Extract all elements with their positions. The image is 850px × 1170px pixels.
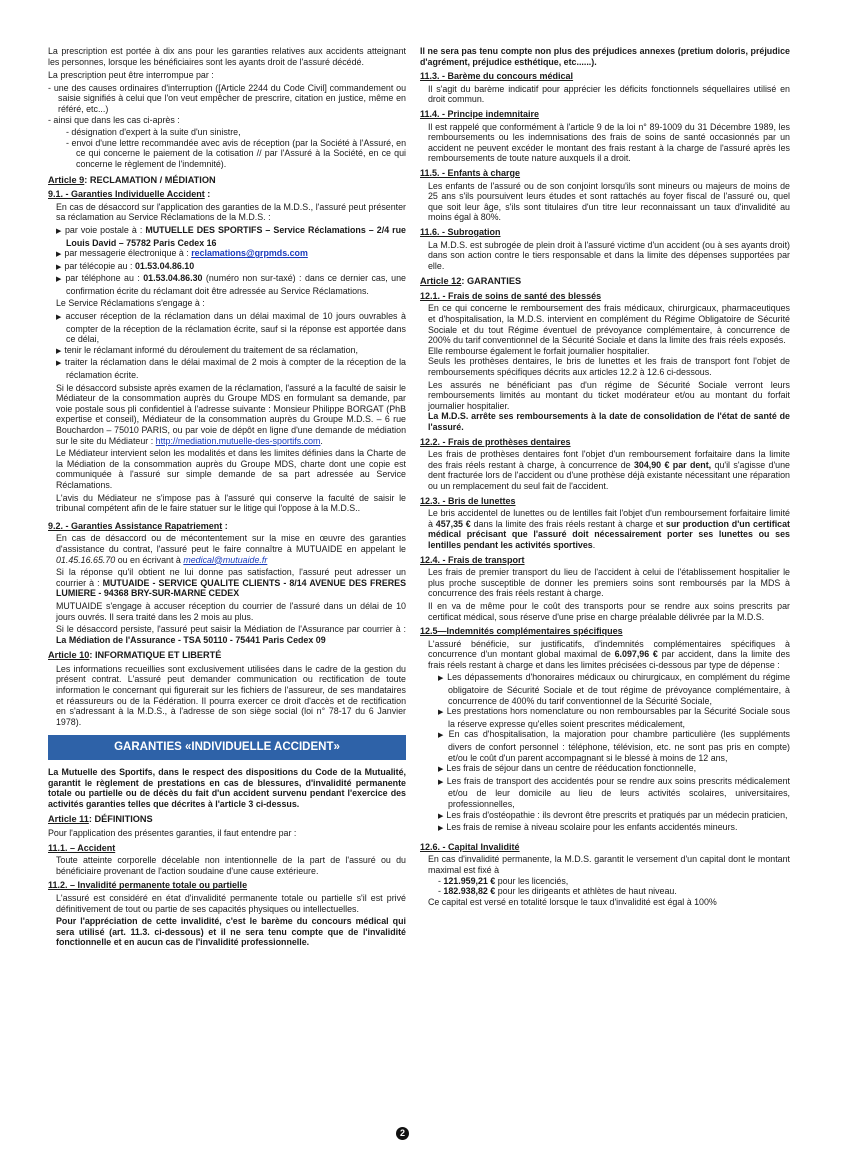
section-9-2-heading: 9.2. - Garanties Assistance Rapatriement : (48, 520, 228, 531)
article-11-paragraph: Pour l'application des présentes garanties, il faut entendre par : (48, 828, 297, 838)
mutuaide-engagement-paragraph: MUTUAIDE s'engage à accuser réception du courrier de l'assuré dans un délai de 10 jours ouvrés. Il sera traité dans les 2 mois au plus. (56, 600, 406, 622)
section-11-2-paragraph: L'assuré est considéré en état d'invalidité permanente totale ou partielle s'il est privé définitivement de tout ou partie de ses capacités physiques ou intellectuelles. (56, 892, 406, 914)
article-12-heading: Article 12: GARANTIES (420, 276, 522, 287)
section-11-5-heading: 11.5. - Enfants à charge (420, 167, 521, 178)
section-12-6-paragraph: Ce capital est versé en totalité lorsque le taux d'invalidité est égal à 100% (428, 896, 717, 907)
section-11-3-paragraph: Il s'agit du barème indicatif pour apprécier les déficits fonctionnels séquellaires utilisé en droit commun. (428, 83, 790, 105)
left-column (48, 46, 406, 950)
article-10-paragraph: Les informations recueillies sont exclusivement utilisées dans le cadre de la gestion du présent contrat. L'assuré peut demander communication ou rectification de toute information le concernant qui figurerait sur les fichiers de l'assureur, de ses mandataires et réassureurs ou de la Fédération. Il pourra exercer ce droit d'accès et de rectification en s'adressant à la M.D.S., à l'adresse de son siège social (loi n° 78-17 du 6 Janvier 1978). (56, 663, 406, 727)
section-11-1-paragraph: Toute atteinte corporelle décelable non intentionnelle de la part de l'assuré ou du bénéficiaire provenant de l'action soudaine d'une cause extérieure. (56, 855, 406, 876)
section-12-1-paragraph: Seuls les prothèses dentaires, le bris de lunettes et les frais de transport font l'objet de remboursements spécifiques décrits aux articles 12.2 à 12.6 ci-dessous. (428, 356, 790, 378)
section-12-5-paragraph: L'assuré bénéficie, sur justificatifs, d'indemnités complémentaires spécifiques à concurrence d'un montant global maximal de 6.097,96 € par accident, dans la limite des frais réels restant à charge et dans les limites précisées ci-dessous par type de dépense : (428, 638, 790, 670)
indemnites-list (438, 672, 790, 834)
list-item: ▶ Les dépassements d'honoraires médicaux ou chirurgicaux, en complément du régime obligatoire de Sécurité Sociale et de tout régime de prévoyance complémentaire, à concurrence de 400% du tarif conventionnel de la Sécurité Sociale, (438, 672, 790, 706)
section-12-6-paragraph: En cas d'invalidité permanente, la M.D.S. garantit le versement d'un capital dont le montant maximal est fixé à (428, 854, 790, 875)
list-item: - ainsi que dans les cas ci-après : (48, 115, 406, 126)
section-12-1-bold-paragraph: La M.D.S. arrête ses remboursements à la date de consolidation de l'état de santé de l'assuré. (428, 411, 790, 432)
intro-bold-paragraph: La Mutuelle des Sportifs, dans le respect des dispositions du Code de la Mutualité, garantit le règlement de prestations en cas de blessures, d'invalidité permanente totale ou partielle ou de décès du fait d'un accident survenu pendant l'exercice des activités garanties telles que décrites à l'article 3 ci-dessus. (48, 767, 406, 809)
section-12-2-paragraph: Les frais de prothèses dentaires font l'objet d'un remboursement forfaitaire dans la limite des frais réels restant à charge, à concurrence de 304,90 € par dent, qu'il s'agisse d'une dent fracturée lors de l'accident ou d'une prothèse déjà existante nécessitant une réparation ou un remplacement du seul fait de l'accident. (428, 449, 790, 491)
section-12-3-paragraph: Le bris accidentel de lunettes ou de lentilles fait l'objet d'un remboursement forfaitaire limité à 457,35 € dans la limite des frais réels restant à charge et sur production d'un certificat médical précisant que l'assuré doit nécessairement porter ses lunettes ou ses lentilles pendant les activités sportives. (428, 508, 791, 550)
section-11-4-paragraph: Il est rappelé que conformément à l'article 9 de la loi n° 89-1009 du 31 Décembre 1989, les remboursements ou les indemnisations des frais de soins de santé occasionnés par un accident ne peuvent excéder le montant des frais restant à la charge de l'assuré après les remboursements de toute nature auxquels il a droit. (428, 121, 790, 164)
list-item: ▶ Les frais de transport des accidentés pour se rendre aux soins prescrits médicalement et/ou de leur domicile au lieu de leurs activités scolaires, universitaires, professionnelles, (438, 776, 790, 810)
article-10-heading: Article 10: INFORMATIQUE ET LIBERTÉ (48, 650, 222, 661)
assistance-disagreement-paragraph: En cas de désaccord ou de mécontentement sur la mise en œuvre des garanties d'assistance du contrat, l'assuré peut le faire connaître à MUTUAIDE en appelant le 01.45.16.65.70 ou en écrivant à medical@mutuaide.fr (56, 533, 406, 565)
service-engagement-intro: Le Service Réclamations s'engage à : (56, 298, 205, 309)
right-column (420, 46, 790, 909)
section-11-1-heading: 11.1. – Accident (48, 842, 116, 853)
section-12-4-paragraph: Les frais de premier transport du lieu de l'accident à celui de l'établissement hospitalier le plus proche susceptible de donner les premiers soins sont remboursés par la MDS à concurrence des frais réels restant à charge. (428, 567, 790, 599)
section-12-1-paragraph: Elle rembourse également le forfait journalier hospitalier. (428, 345, 650, 356)
article-11-heading: Article 11: DÉFINITIONS (48, 814, 153, 825)
list-item: ▶ Les frais d'ostéopathie : ils devront être prescrits et pratiqués par un médecin praticien, (438, 810, 790, 823)
section-9-1-heading: 9.1. - Garanties Individuelle Accident : (48, 189, 211, 200)
list-item: ▶ Les frais de remise à niveau scolaire pour les enfants accidentés mineurs. (438, 822, 790, 835)
section-12-1-paragraph: Les assurés ne bénéficiant pas d'un régime de Sécurité Sociale verront leurs remboursements limités au montant du ticket modérateur et/ou au montant du forfait journalier hospitalier. (428, 379, 790, 411)
list-item: ▶ tenir le réclamant informé du déroulement du traitement de sa réclamation, (56, 345, 406, 358)
list-item: ▶ traiter la réclamation dans le délai maximal de 2 mois à compter de la réception de la réclamation écrite. (56, 357, 406, 380)
section-11-5-paragraph: Les enfants de l'assuré ou de son conjoint lorsqu'ils sont mineurs ou majeurs de moins de 25 ans s'ils poursuivent leurs études et sont rattachés au foyer fiscal de l'assuré ou, quel que soit leur âge, s'ils sont titulaires d'un titre leur reconnaissant un taux d'invalidité au moins égal à 80%. (428, 180, 790, 223)
section-9-1-intro: En cas de désaccord sur l'application des garanties de la M.D.S., l'assuré peut présenter sa réclamation au Service Réclamations de la M.D.S. : (56, 201, 406, 223)
interrupt-sublist (66, 127, 406, 169)
assurance-mediation-paragraph: Si le désaccord persiste, l'assuré peut saisir la Médiation de l'Assurance par courrier à : La Médiation de l'Assurance - TSA 50110 - 75441 Paris Cedex 09 (56, 624, 406, 645)
list-item: ▶ Les prestations hors nomenclature ou non remboursables par la Sécurité Sociale sous la réserve expresse qu'elles soient prescrites médicalement, (438, 706, 790, 729)
garanties-banner: GARANTIES «INDIVIDUELLE ACCIDENT» (48, 735, 406, 760)
reclamation-email-link[interactable]: reclamations@grpmds.com (191, 248, 308, 259)
section-12-6-heading: 12.6. - Capital Invalidité (420, 841, 520, 852)
mutuaide-address-paragraph: Si la réponse qu'il obtient ne lui donne pas satisfaction, l'assuré peut adresser un courrier à : MUTUAIDE - SERVICE QUALITE CLIENTS - 8/14 AVENUE DES FRERES LUMIERE - 94368 BRY-SUR-MARNE CEDEX (56, 567, 406, 599)
list-item: ▶ par voie postale à : MUTUELLE DES SPORTIFS – Service Réclamations – 2/4 rue Louis David – 75782 Paris Cedex 16 (56, 225, 406, 248)
list-item: - une des causes ordinaires d'interruption ([Article 2244 du Code Civil] commandement ou saisie signifiés à celui que l'on veut empêcher de prescrire, citation en justice, même en référé, etc...) (48, 83, 406, 115)
section-11-6-heading: 11.6. - Subrogation (420, 226, 501, 237)
list-item: ▶ En cas d'hospitalisation, la majoration pour chambre particulière (les suppléments divers de confort personnel : téléphone, télévision, etc. ne sont pas pris en compte) et/ou le coût d'un parent accompagnant si le blessé à moins de 12 ans, (438, 729, 790, 763)
interrupt-list (48, 83, 406, 125)
list-item: - envoi d'une lettre recommandée avec avis de réception (par la Société à l'Assuré, en ce qui concerne le paiement de la cotisation // par l'Assuré à la Société, en ce qui concerne le règlement de l'indemnité). (66, 138, 406, 170)
section-12-2-heading: 12.2. - Frais de prothèses dentaires (420, 436, 571, 447)
list-item: ▶ par téléphone au : 01.53.04.86.30 (numéro non sur-taxé) : dans ce dernier cas, une confirmation écrite du réclamant doit être adressée au Service Réclamations. (56, 273, 406, 296)
mediator-paragraph: Si le désaccord subsiste après examen de la réclamation, l'assuré a la faculté de saisir le Médiateur de la consommation auprès du Groupe MDS en formulant sa demande, par voie postale sous pli confidentiel à l'adresse suivante : Monsieur Philippe BORGAT (PhB expertise et conseil), Médiateur de la consommation auprès du Groupe M.D.S. – 6 rue Bouchardon – 75010 PARIS, ou par voie de dépôt en ligne d'une demande de médiation sur le site du Médiateur : http://mediation.mutuelle-des-sportifs.com. (56, 382, 406, 446)
page-number: 2 (396, 1127, 409, 1140)
prejudices-paragraph: Il ne sera pas tenu compte non plus des préjudices annexes (pretium doloris, préjudice d'agrément, préjudice esthétique, etc......). (420, 46, 790, 67)
section-12-1-paragraph: En ce qui concerne le remboursement des frais médicaux, chirurgicaux, pharmaceutiques et d'hospitalisation, la M.D.S. intervient en complément du Régime Obligatoire de Sécurité Sociale et du tout Régime éventuel de prévoyance complémentaire, à concurrence de 200% du tarif conventionnel de la Sécurité Sociale et dans la limite des frais réels exposés. (428, 303, 790, 346)
section-12-5-heading: 12.5—Indemnités complémentaires spécifiques (420, 626, 623, 637)
prescription-interrupt-paragraph: La prescription peut être interrompue par : (48, 70, 214, 81)
section-12-4-paragraph: Il en va de même pour le coût des transports pour se rendre aux soins prescrits par certificat médical, sous réserve d'une prise en charge préalable délivrée par la M.D.S. (428, 600, 790, 622)
capital-dirigeants: - 182.938,82 € pour les dirigeants et athlètes de haut niveau. (438, 886, 677, 897)
list-item: - désignation d'expert à la suite d'un sinistre, (66, 127, 406, 138)
list-item: ▶ Les frais de séjour dans un centre de rééducation fonctionnelle, (438, 763, 790, 776)
reclamation-channels (56, 225, 406, 297)
section-11-2-bold-paragraph: Pour l'appréciation de cette invalidité, c'est le barème du concours médical qui sera utilisé (art. 11.3. ci-dessous) et il ne sera tenu compte que de l'invalidité fonctionnelle et en aucun cas de l'invalidité professionnelle. (56, 916, 406, 948)
section-11-3-heading: 11.3. - Barème du concours médical (420, 71, 574, 82)
list-item: ▶ par messagerie électronique à : reclamations@grpmds.com (56, 248, 406, 261)
list-item: ▶ accuser réception de la réclamation dans un délai maximal de 10 jours ouvrables à compter de la réception de la réclamation écrite, sauf si la réponse est apportée dans ce délai, (56, 311, 406, 345)
section-11-2-heading: 11.2. – Invalidité permanente totale ou partielle (48, 880, 248, 891)
mediator-charter-paragraph: Le Médiateur intervient selon les modalités et dans les limites définies dans la Charte de la Médiation de la consommation auprès du Groupe MDS, charte dont une copie est communiquée à l'assuré sur simple demande de sa part adressée au Service Réclamations. (56, 448, 406, 490)
mutuaide-email-link[interactable]: medical@mutuaide.fr (183, 554, 268, 565)
section-12-1-heading: 12.1. - Frais de soins de santé des blessés (420, 290, 602, 301)
mediator-opinion-paragraph: L'avis du Médiateur ne s'impose pas à l'assuré qui conserve la faculté de saisir le tribunal compétent afin de le faire statuer sur le litige qui l'oppose à la M.D.S.. (56, 492, 406, 514)
article-9-heading: Article 9: RECLAMATION / MÉDIATION (48, 174, 216, 185)
service-engagement-list (56, 311, 406, 381)
capital-licencies: - 121.959,21 € pour les licenciés, (438, 875, 569, 886)
prescription-paragraph: La prescription est portée à dix ans pour les garanties relatives aux accidents atteignant les personnes, lorsque les bénéficiaires sont les ayants droit de l'assuré décédé. (48, 46, 406, 67)
section-11-4-heading: 11.4. - Principe indemnitaire (420, 108, 540, 119)
section-12-3-heading: 12.3. - Bris de lunettes (420, 495, 516, 506)
section-11-6-paragraph: La M.D.S. est subrogée de plein droit à l'assuré victime d'un accident (ou à ses ayants droit) dans son action contre le tiers responsable et dans la limite des dépenses supportées par elle. (428, 239, 790, 271)
list-item: ▶ par télécopie au : 01.53.04.86.10 (56, 261, 406, 274)
mediation-link[interactable]: http://mediation.mutuelle-des-sportifs.com (155, 435, 321, 446)
section-12-4-heading: 12.4. - Frais de transport (420, 554, 525, 565)
